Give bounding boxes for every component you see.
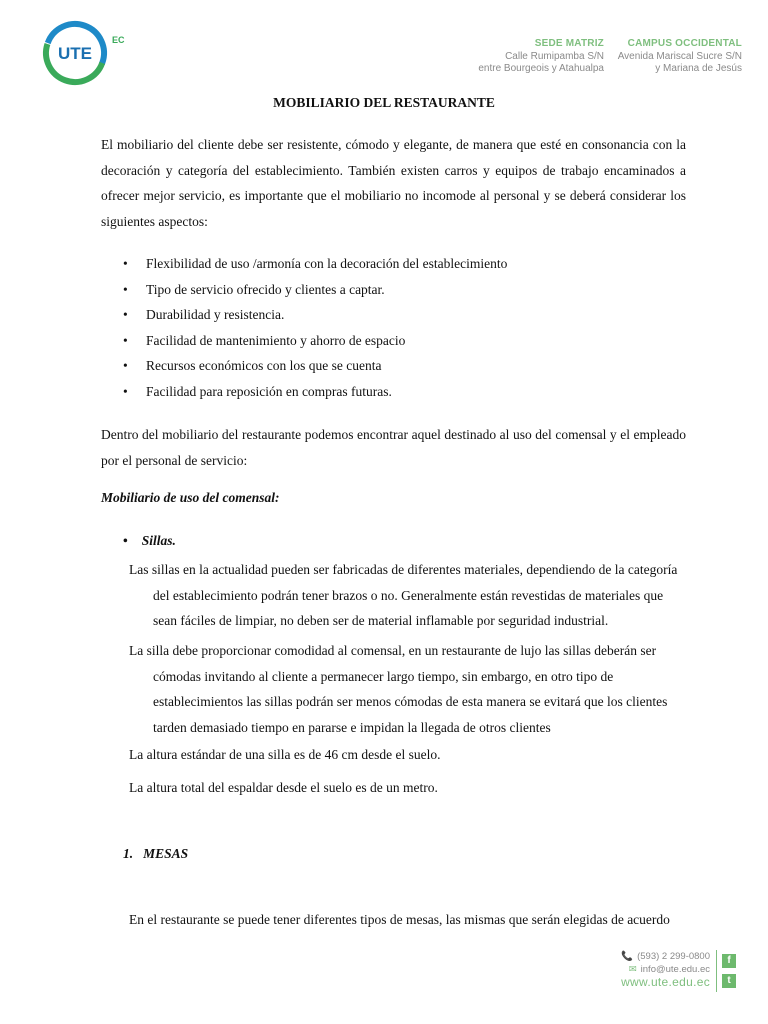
- campus-occidental-address: [618, 38, 742, 76]
- mesas-paragraph: En el restaurante se puede tener diferentes tipos de mesas, las mismas que serán elegidas de acuerdo: [129, 912, 670, 927]
- sede-matriz-address: [478, 38, 604, 76]
- list-item: [101, 277, 686, 303]
- list-item: [101, 302, 686, 328]
- footer-contact: [621, 950, 710, 989]
- mail-icon: ✉: [628, 964, 637, 975]
- footer-website[interactable]: www.ute.edu.ec: [621, 975, 710, 989]
- dentro-line: Dentro del mobiliario del restaurante podemos encontrar aquel destinado al uso del comensal y el empleado: [101, 427, 686, 442]
- campus-line1: Avenida Mariscal Sucre S/N: [617, 50, 742, 62]
- intro-line: decoración y categoría del establecimiento. También existen carros y equipos de trabajo encaminados a: [101, 162, 686, 178]
- list-item-text: Tipo de servicio ofrecido y clientes a captar.: [146, 281, 385, 297]
- aspects-list: [101, 251, 686, 405]
- list-item: [101, 328, 686, 354]
- social-links: [716, 950, 742, 994]
- mesas-heading: [123, 846, 188, 862]
- footer-phone: (593) 2 299-0800: [637, 951, 710, 962]
- logo-suffix: EC: [112, 35, 125, 45]
- list-item-text: Facilidad para reposición en compras futuras.: [146, 383, 392, 399]
- mesas-title: MESAS: [143, 846, 189, 861]
- list-item-text: Durabilidad y resistencia.: [146, 307, 285, 323]
- bullet-icon: •: [123, 358, 128, 374]
- text-line: La silla debe proporcionar comodidad al comensal, en un restaurante de lujo las sillas deberán ser: [129, 643, 657, 658]
- campus-line2: y Mariana de Jesús: [655, 63, 742, 74]
- text-line: sean fáciles de limpiar, no deben ser de material inflamable por seguridad industrial.: [153, 613, 609, 629]
- altura-silla-text: La altura estándar de una silla es de 46 cm desde el suelo.: [129, 747, 441, 762]
- bullet-icon: •: [123, 281, 128, 297]
- text-line: Las sillas en la actualidad pueden ser fabricadas de diferentes materiales, dependiendo de la categoría: [129, 562, 678, 577]
- list-item: [101, 353, 686, 379]
- intro-line: ofrecer mejor servicio, es importante que el mobiliario no incomode al personal y se deberá considerar los: [101, 188, 686, 204]
- text-line: cómodas invitando al cliente a permanecer largo tiempo, sin embargo, en otro tipo de: [153, 668, 614, 684]
- section-subheading: Mobiliario de uso del comensal:: [101, 490, 280, 505]
- campus-title: CAMPUS OCCIDENTAL: [627, 38, 742, 49]
- ute-logo: [40, 18, 130, 88]
- dentro-line: por el personal de servicio:: [101, 452, 248, 468]
- text-line: del establecimiento podrán tener brazos o no. Generalmente están revestidas de materiales que: [153, 587, 664, 603]
- sede-line1: Calle Rumipamba S/N: [505, 50, 604, 62]
- page-title: MOBILIARIO DEL RESTAURANTE: [273, 95, 495, 110]
- list-item: [101, 379, 686, 405]
- bullet-icon: •: [123, 383, 128, 399]
- text-line: tarden demasiado tiempo en pararse e impidan la llegada de otros clientes: [153, 719, 551, 735]
- altura-espaldar-text: La altura total del espaldar desde el suelo es de un metro.: [129, 780, 438, 795]
- bullet-icon: •: [123, 256, 128, 271]
- sillas-paragraph-2: [129, 638, 686, 740]
- sillas-title: Sillas.: [141, 533, 176, 548]
- sillas-paragraph-1: [129, 557, 686, 634]
- facebook-icon[interactable]: f: [722, 954, 736, 968]
- mesas-number: 1.: [123, 846, 134, 861]
- dentro-paragraph: [101, 422, 686, 473]
- sede-title: SEDE MATRIZ: [534, 38, 604, 49]
- list-item: [101, 251, 686, 277]
- text-line: establecimientos las sillas podrán ser menos cómodas de esta manera se evitará que los clientes: [153, 694, 668, 710]
- list-item-text: Recursos económicos con los que se cuenta: [146, 358, 382, 374]
- list-item-text: Facilidad de mantenimiento y ahorro de espacio: [146, 332, 406, 348]
- phone-icon: 📞: [621, 951, 634, 962]
- footer-email[interactable]: info@ute.edu.ec: [640, 964, 710, 975]
- bullet-icon: •: [123, 332, 128, 348]
- sillas-heading: [123, 533, 176, 549]
- twitter-icon[interactable]: t: [722, 974, 736, 988]
- intro-line: siguientes aspectos:: [101, 213, 208, 229]
- intro-line: El mobiliario del cliente debe ser resistente, cómodo y elegante, de manera que esté en consonancia con la: [101, 137, 686, 152]
- logo-text: UTE: [58, 44, 92, 63]
- sede-line2: entre Bourgeois y Atahualpa: [478, 63, 604, 74]
- bullet-icon: •: [123, 533, 128, 548]
- intro-paragraph: [101, 132, 686, 234]
- bullet-icon: •: [123, 307, 128, 323]
- list-item-text: Flexibilidad de uso /armonía con la decoración del establecimiento: [146, 256, 508, 271]
- divider: [716, 950, 717, 992]
